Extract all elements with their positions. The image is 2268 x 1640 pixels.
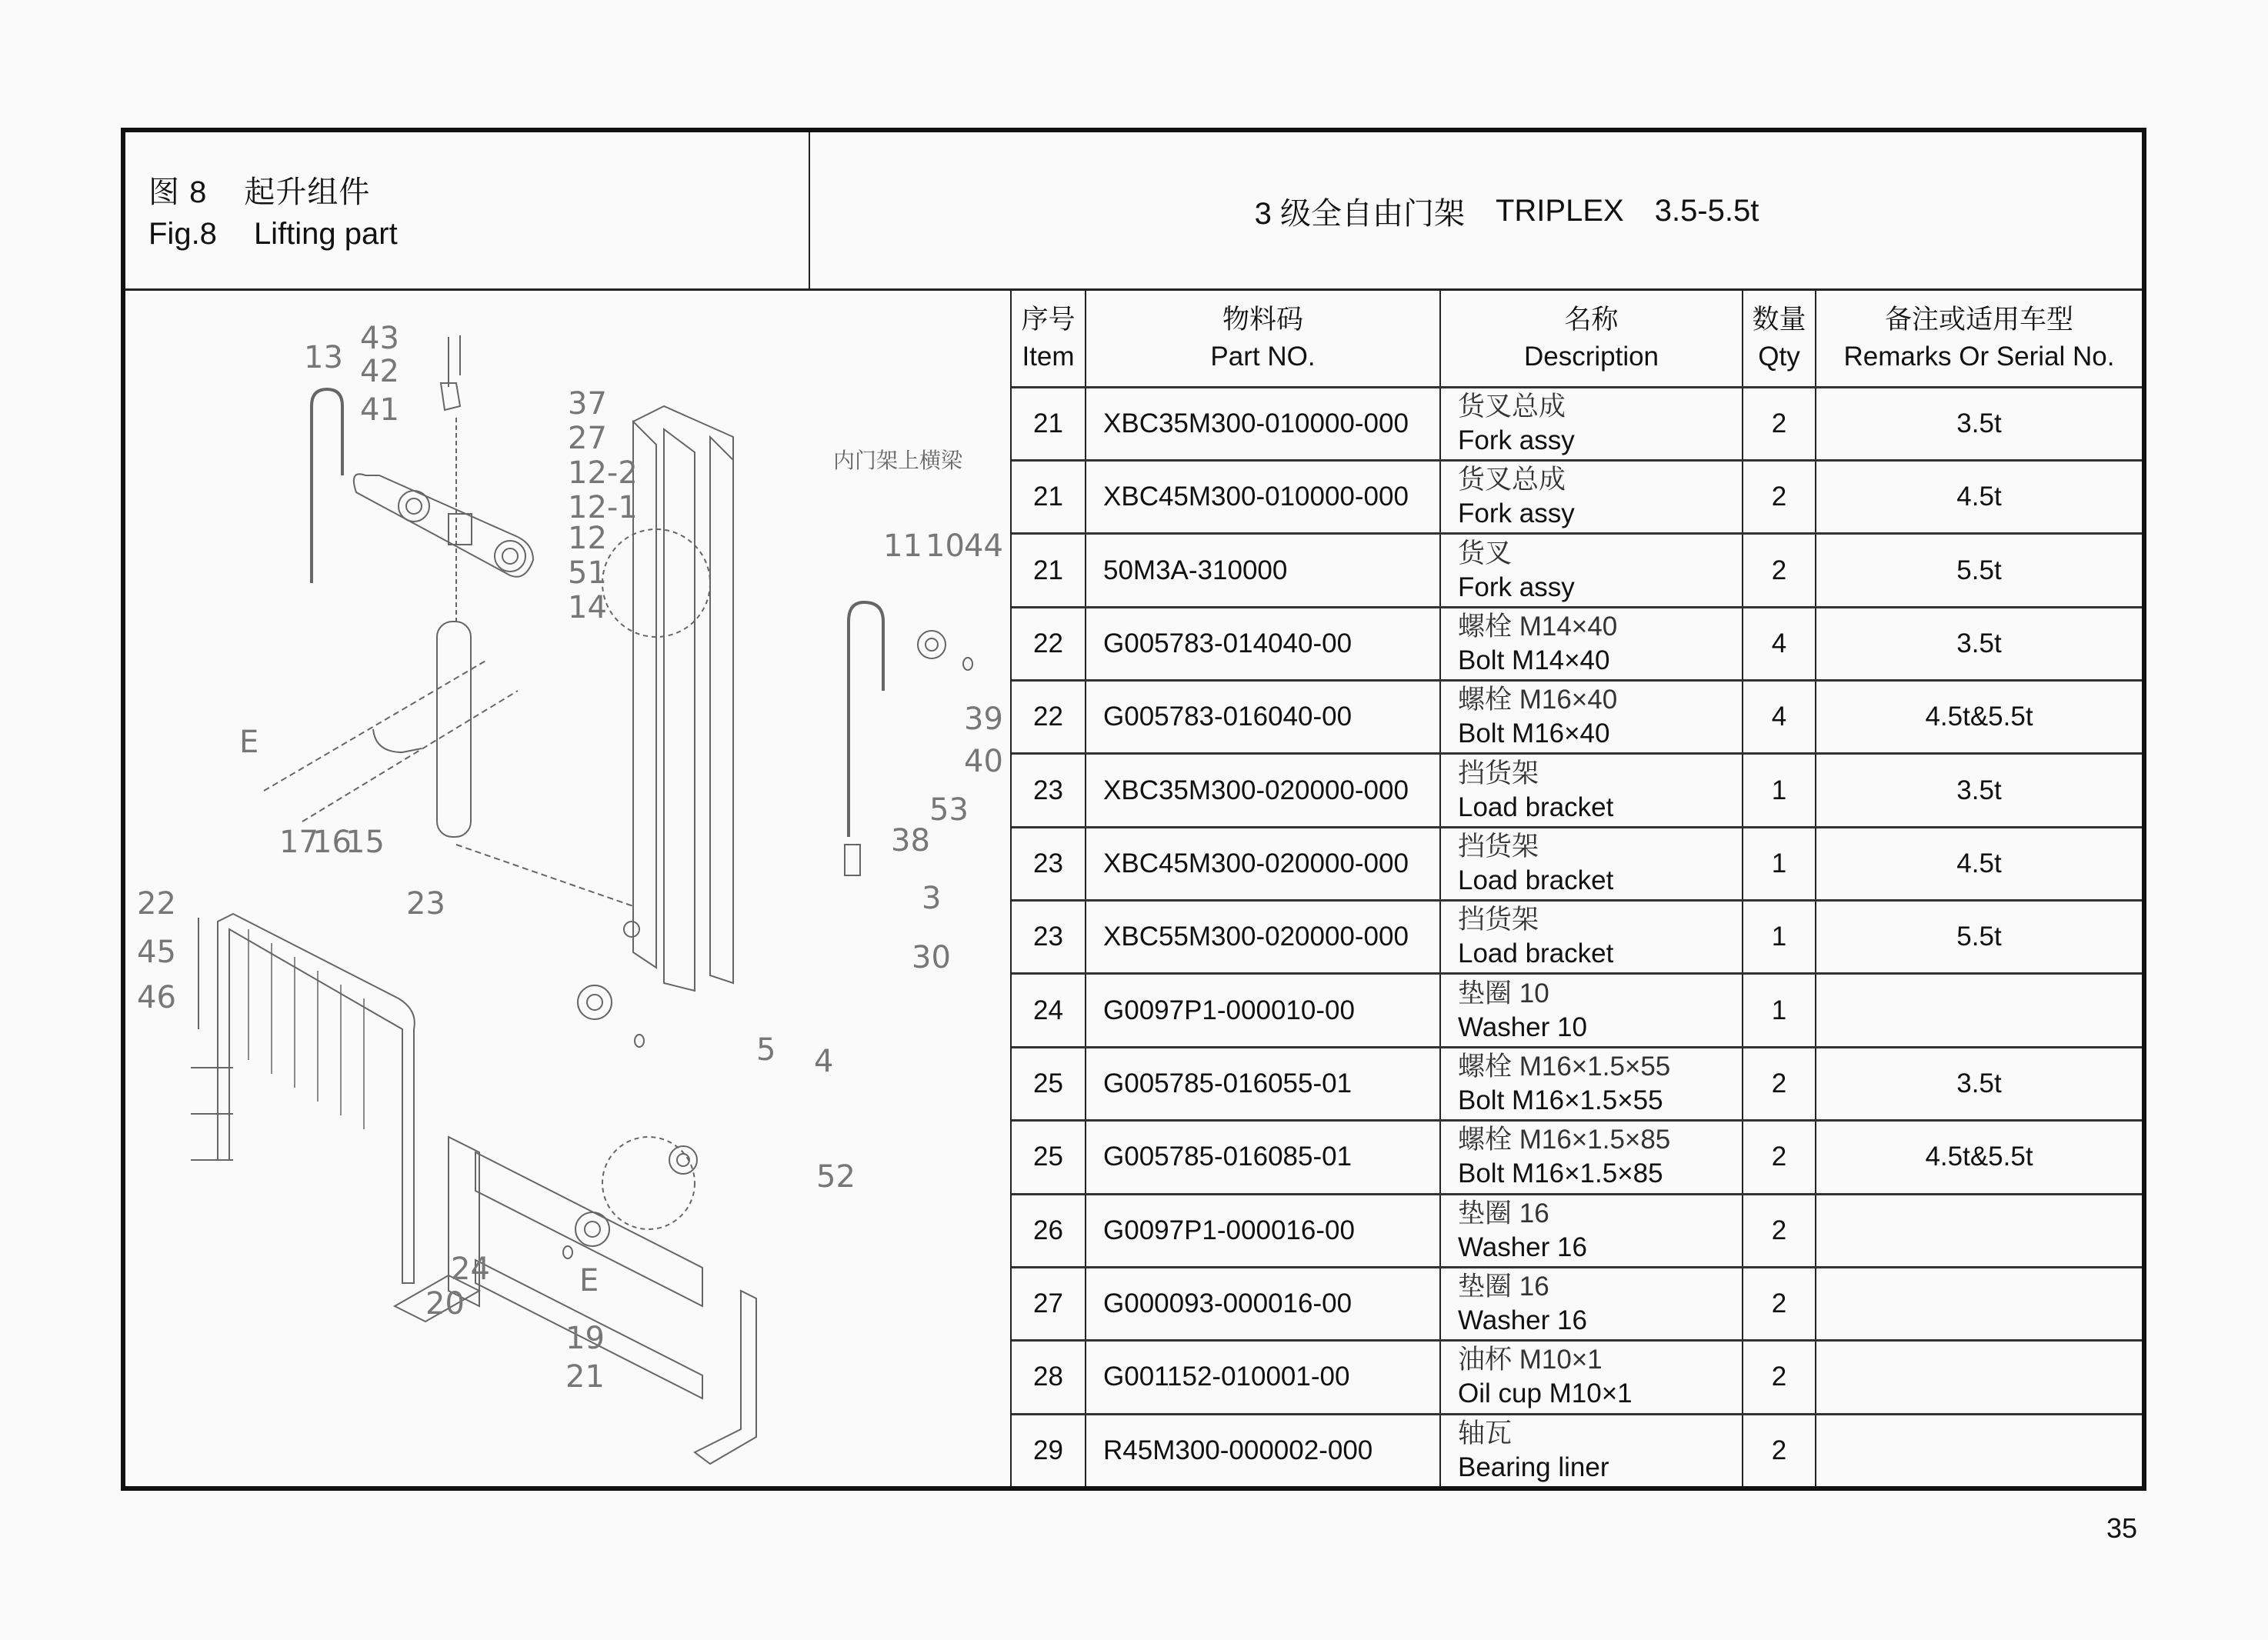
description-cn: 油杯 M10×1 (1458, 1345, 1603, 1375)
svg-text:42: 42 (360, 354, 399, 389)
svg-text:20: 20 (425, 1286, 465, 1322)
cell-item: 23 (1012, 901, 1086, 974)
cell-item: 29 (1033, 1435, 1063, 1465)
cell-item: 23 (1012, 754, 1086, 827)
cell-remarks (1816, 1267, 2142, 1340)
header-part-no: 物料码 Part NO. (1086, 291, 1440, 387)
cell-part-no: XBC35M300-010000-000 (1086, 387, 1440, 460)
cell-description (1440, 827, 1743, 900)
cell-description (1440, 1047, 1743, 1120)
description-en: Bolt M14×40 (1458, 645, 1610, 675)
description-cn: 货叉总成 (1458, 391, 1566, 422)
svg-text:53: 53 (929, 792, 969, 828)
cell-qty: 4 (1743, 681, 1816, 754)
table-row (1012, 461, 2142, 534)
cell-part-no: G005783-014040-00 (1086, 607, 1440, 680)
table-row (1012, 534, 2142, 607)
svg-text:5: 5 (756, 1032, 776, 1068)
cell-item: 25 (1012, 1121, 1086, 1194)
cell-description (1440, 387, 1743, 460)
description-cn: 螺栓 M14×40 (1458, 611, 1618, 642)
cell-description (1440, 1267, 1743, 1340)
callout-labels (137, 321, 1003, 1395)
description-en: Bearing liner (1458, 1452, 1609, 1482)
page-frame (121, 128, 2146, 1491)
cell-remarks: 4.5t&5.5t (1816, 1121, 2142, 1194)
cell-qty: 2 (1743, 1267, 1816, 1340)
mast-title-block (810, 132, 2142, 289)
description-cn: 货叉总成 (1458, 465, 1566, 495)
lifting-part-drawing (125, 291, 1010, 1491)
svg-text:4: 4 (814, 1044, 834, 1079)
cell-qty: 1 (1743, 974, 1816, 1047)
cell-part-no: XBC45M300-020000-000 (1086, 827, 1440, 900)
description-cn: 轴瓦 (1458, 1418, 1513, 1448)
cell-description (1440, 754, 1743, 827)
cell-description (1440, 681, 1743, 754)
cell-item: 25 (1012, 1047, 1086, 1120)
cell-part-no: G0097P1-000016-00 (1086, 1194, 1440, 1267)
svg-text:12-2: 12-2 (568, 455, 638, 491)
table-row (1012, 1047, 2142, 1120)
svg-text:内门架上横梁: 内门架上横梁 (833, 448, 963, 473)
cell-item: 21 (1012, 534, 1086, 607)
cell-description (1440, 1121, 1743, 1194)
mast-type-cn: 3 级全自由门架 (1254, 196, 1465, 231)
description-en: Fork assy (1458, 498, 1575, 529)
description-cn: 螺栓 M16×1.5×85 (1458, 1125, 1671, 1155)
description-cn: 挡货架 (1458, 831, 1539, 862)
figure-number-cn: 图 8 (148, 175, 208, 209)
cell-item: 22 (1012, 681, 1086, 754)
description-en: Fork assy (1458, 572, 1575, 602)
table-row (1012, 1414, 2142, 1486)
cell-item: 22 (1012, 607, 1086, 680)
description-en: Oil cup M10×1 (1458, 1378, 1633, 1409)
exploded-diagram (125, 291, 1012, 1486)
description-cn: 垫圈 16 (1458, 1272, 1549, 1302)
svg-text:3: 3 (922, 881, 942, 916)
svg-text:E: E (579, 1263, 599, 1298)
cell-part-no: XBC35M300-020000-000 (1086, 754, 1440, 827)
svg-text:30: 30 (912, 940, 951, 975)
svg-text:52: 52 (816, 1159, 856, 1195)
cell-part-no: G0097P1-000010-00 (1086, 974, 1440, 1047)
description-en: Load bracket (1458, 865, 1614, 895)
cell-description (1440, 901, 1743, 974)
svg-text:43: 43 (360, 321, 399, 356)
cell-remarks: 3.5t (1816, 754, 2142, 827)
header-remarks: 备注或适用车型 Remarks Or Serial No. (1816, 291, 2142, 387)
svg-text:14: 14 (568, 590, 607, 625)
figure-title-cn: 起升组件 (244, 175, 371, 209)
cell-remarks: 4.5t&5.5t (1816, 681, 2142, 754)
svg-text:11: 11 (883, 528, 922, 564)
svg-text:12: 12 (568, 521, 607, 556)
table-header-row (1012, 291, 2142, 387)
svg-text:51: 51 (568, 555, 607, 591)
cell-description (1440, 534, 1743, 607)
figure-number-en: Fig.8 (148, 217, 217, 251)
parts-table (1012, 291, 2142, 1486)
svg-text:17: 17 (279, 825, 319, 860)
table-row (1012, 1341, 2142, 1414)
table-row (1012, 681, 2142, 754)
svg-text:12-1: 12-1 (568, 490, 638, 525)
cell-item: 24 (1012, 974, 1086, 1047)
svg-text:16: 16 (312, 825, 352, 860)
cell-remarks (1816, 1341, 2142, 1414)
cell-qty: 2 (1743, 1414, 1816, 1486)
cell-remarks: 4.5t (1816, 827, 2142, 900)
cell-qty: 2 (1743, 1047, 1816, 1120)
svg-text:19: 19 (565, 1321, 605, 1356)
svg-text:45: 45 (137, 935, 176, 970)
description-cn: 垫圈 16 (1458, 1198, 1549, 1228)
cell-description (1440, 607, 1743, 680)
cell-part-no: G001152-010001-00 (1086, 1341, 1440, 1414)
svg-text:13: 13 (304, 340, 343, 375)
svg-text:41: 41 (360, 392, 399, 428)
cell-qty: 1 (1743, 754, 1816, 827)
svg-text:22: 22 (137, 886, 176, 922)
svg-text:21: 21 (565, 1359, 605, 1395)
description-en: Bolt M16×40 (1458, 718, 1610, 749)
cell-remarks: 3.5t (1816, 607, 2142, 680)
cell-qty: 2 (1743, 387, 1816, 460)
cell-part-no: 50M3A-310000 (1086, 534, 1440, 607)
cell-item: 21 (1012, 461, 1086, 534)
figure-title-block (125, 132, 810, 289)
cell-part-no: G005785-016085-01 (1086, 1121, 1440, 1194)
cell-remarks: 4.5t (1816, 461, 2142, 534)
description-en: Load bracket (1458, 938, 1614, 969)
svg-text:23: 23 (406, 886, 445, 922)
figure-title-en: Lifting part (253, 217, 398, 251)
cell-item: 26 (1012, 1194, 1086, 1267)
description-en: Washer 16 (1458, 1305, 1587, 1336)
description-en: Washer 10 (1458, 1012, 1587, 1042)
description-cn: 货叉 (1458, 538, 1513, 568)
cell-description (1440, 1194, 1743, 1267)
description-en: Fork assy (1458, 425, 1575, 455)
cell-remarks (1816, 974, 2142, 1047)
cell-qty: 2 (1743, 1341, 1816, 1414)
cell-qty: 2 (1743, 461, 1816, 534)
cell-part-no: XBC45M300-010000-000 (1086, 461, 1440, 534)
svg-text:37: 37 (568, 386, 607, 422)
description-cn: 螺栓 M16×40 (1458, 685, 1618, 715)
cell-item: 23 (1012, 827, 1086, 900)
svg-text:39: 39 (964, 702, 1003, 737)
description-cn: 挡货架 (1458, 758, 1539, 788)
cell-remarks (1816, 1194, 2142, 1267)
cell-qty: 2 (1743, 534, 1816, 607)
cell-remarks: 3.5t (1816, 387, 2142, 460)
table-row (1012, 1194, 2142, 1267)
parts-table-container (1012, 291, 2142, 1486)
table-row (1012, 1121, 2142, 1194)
table-row (1012, 974, 2142, 1047)
cell-remarks: 5.5t (1816, 534, 2142, 607)
svg-text:27: 27 (568, 421, 607, 456)
cell-qty: 1 (1743, 827, 1816, 900)
cell-qty: 2 (1743, 1121, 1816, 1194)
description-cn: 挡货架 (1458, 905, 1539, 935)
description-cn: 螺栓 M16×1.5×55 (1458, 1051, 1671, 1082)
cell-description (1440, 1341, 1743, 1414)
description-en: Bolt M16×1.5×55 (1458, 1085, 1663, 1115)
table-row (1012, 1267, 2142, 1340)
cell-item: 28 (1012, 1341, 1086, 1414)
cell-qty: 2 (1743, 1194, 1816, 1267)
description-cn: 垫圈 10 (1458, 978, 1549, 1008)
table-row (1012, 901, 2142, 974)
table-row (1012, 387, 2142, 460)
svg-text:46: 46 (137, 980, 176, 1015)
svg-text:38: 38 (891, 823, 930, 858)
cell-part-no: R45M300-000002-000 (1086, 1414, 1440, 1486)
page-number: 35 (2106, 1512, 2138, 1544)
cell-qty: 1 (1743, 901, 1816, 974)
cell-description (1440, 1414, 1743, 1486)
table-row (1012, 754, 2142, 827)
cell-part-no: XBC55M300-020000-000 (1086, 901, 1440, 974)
mast-type-en: TRIPLEX (1495, 193, 1624, 228)
svg-text:10: 10 (926, 528, 965, 564)
cell-part-no: G005785-016055-01 (1086, 1047, 1440, 1120)
svg-text:15: 15 (345, 825, 385, 860)
cell-remarks: 5.5t (1816, 901, 2142, 974)
capacity-range: 3.5-5.5t (1654, 193, 1759, 228)
description-en: Washer 16 (1458, 1232, 1587, 1262)
cell-item: 21 (1012, 387, 1086, 460)
cell-part-no: G005783-016040-00 (1086, 681, 1440, 754)
cell-item: 27 (1012, 1267, 1086, 1340)
svg-text:24: 24 (451, 1252, 490, 1287)
cell-description (1440, 974, 1743, 1047)
cell-remarks (1816, 1414, 2142, 1486)
header-item: 序号 Item (1012, 291, 1086, 387)
cell-qty: 4 (1743, 607, 1816, 680)
svg-text:40: 40 (964, 744, 1003, 779)
description-en: Load bracket (1458, 792, 1614, 822)
header-description: 名称 Description (1440, 291, 1743, 387)
svg-text:44: 44 (964, 528, 1003, 564)
cell-remarks: 3.5t (1816, 1047, 2142, 1120)
header-qty: 数量 Qty (1743, 291, 1816, 387)
cell-part-no: G000093-000016-00 (1086, 1267, 1440, 1340)
cell-description (1440, 461, 1743, 534)
svg-text:E: E (239, 725, 259, 760)
description-en: Bolt M16×1.5×85 (1458, 1158, 1663, 1189)
table-row (1012, 607, 2142, 680)
table-row (1012, 827, 2142, 900)
